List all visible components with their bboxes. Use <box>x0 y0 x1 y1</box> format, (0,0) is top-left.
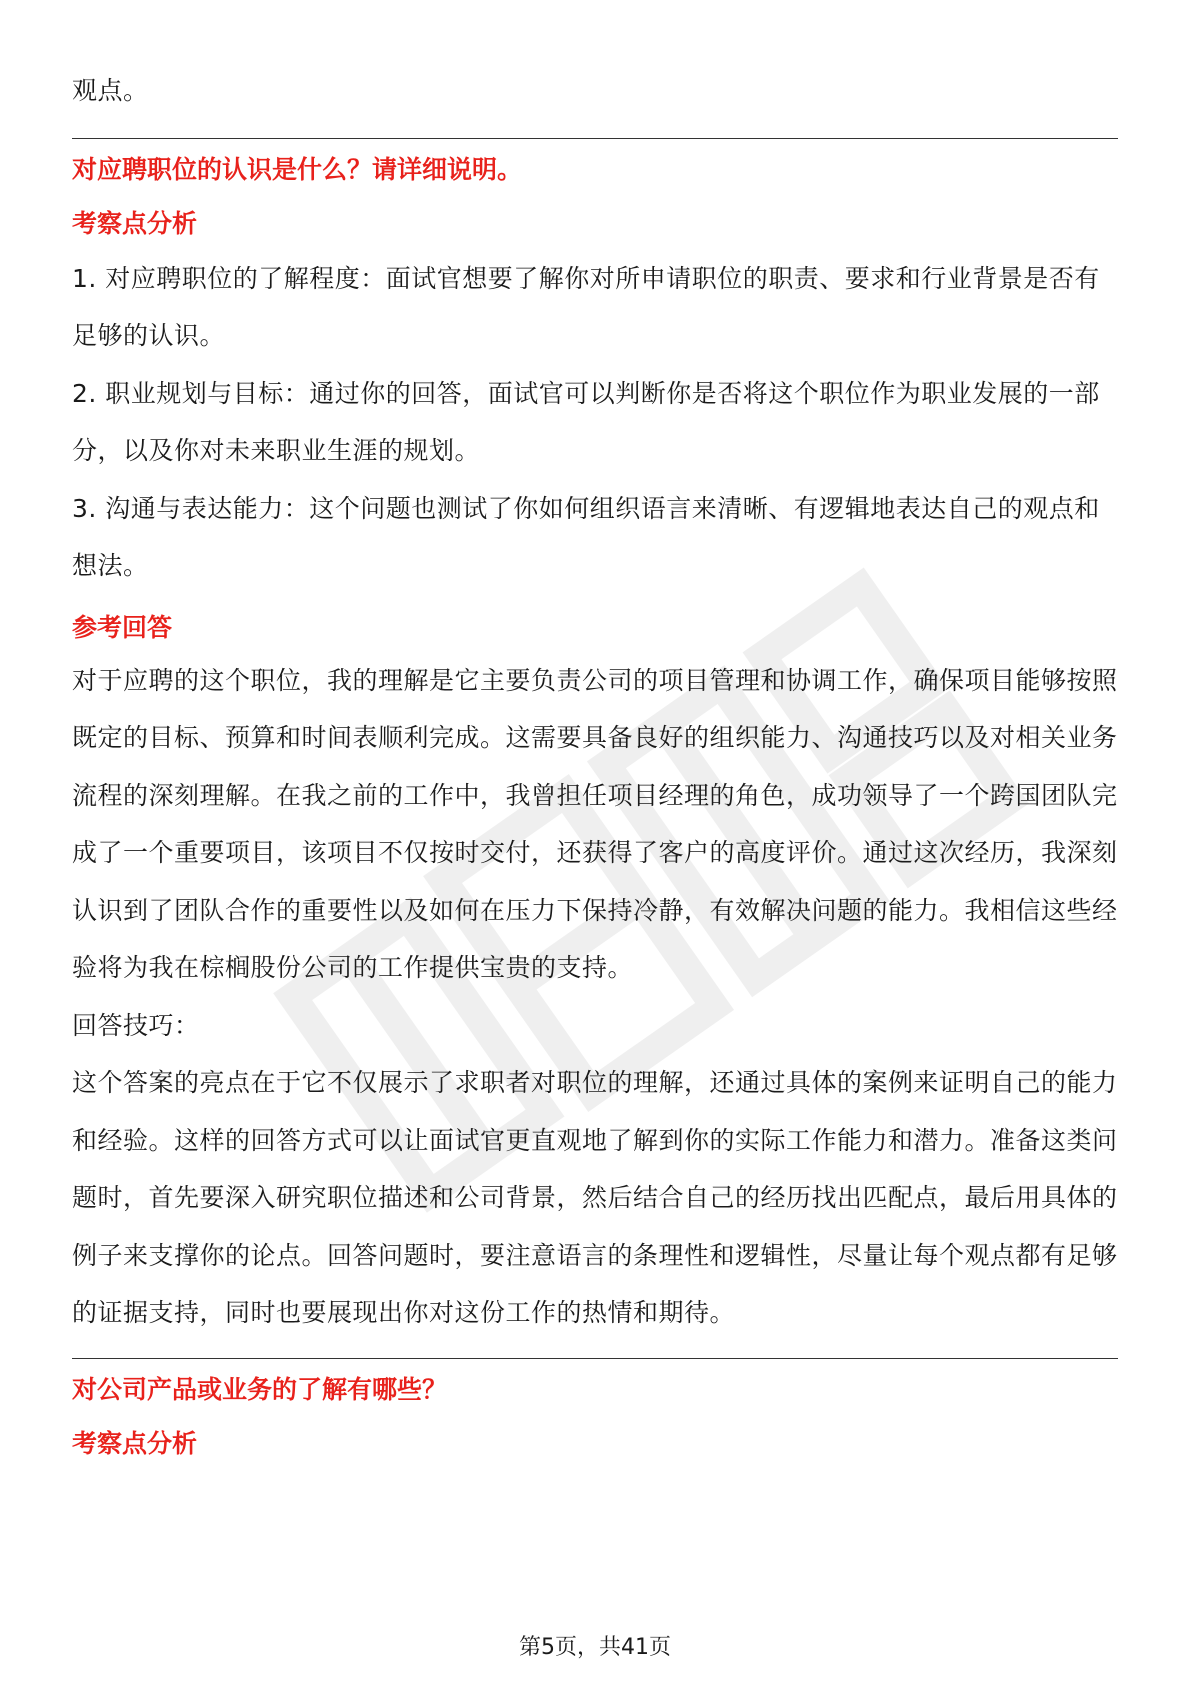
top-fragment: 观点。 <box>72 76 149 105</box>
analysis-item: 1. 对应聘职位的了解程度：面试官想要了解你对所申请职位的职责、要求和行业背景是否有足够的认识。 <box>72 263 1100 350</box>
tips-label: 回答技巧： <box>72 1010 200 1040</box>
analysis-label: 考察点分析 <box>72 208 198 238</box>
analysis-item: 3. 沟通与表达能力：这个问题也测试了你如何组织语言来清晰、有逻辑地表达自己的观点和想法。 <box>72 493 1100 580</box>
tips-text: 这个答案的亮点在于它不仅展示了求职者对职位的理解，还通过具体的案例来证明自己的能力和经验。这样的回答方式可以让面试官更直观地了解到你的实际工作能力和潜力。准备这类问题时，首先要深入研究职位描述和公司背景，然后结合自己的经历找出匹配点，最后用具体的例子来支撑你的论点。回答问题时，要注意语言的条理性和逻辑性，尽量让每个观点都有足够的证据支持，同时也要展现出你对这份工作的热情和期待。 <box>72 1068 1118 1327</box>
answer-label: 参考回答 <box>72 612 173 642</box>
page-content <box>72 62 1118 1472</box>
analysis-item: 2. 职业规划与目标：通过你的回答，面试官可以判断你是否将这个职位作为职业发展的一部分，以及你对未来职业生涯的规划。 <box>72 378 1100 465</box>
question-title: 对公司产品或业务的了解有哪些？ <box>72 1374 448 1404</box>
answer-text: 对于应聘的这个职位，我的理解是它主要负责公司的项目管理和协调工作，确保项目能够按照既定的目标、预算和时间表顺利完成。这需要具备良好的组织能力、沟通技巧以及对相关业务流程的深刻理解。在我之前的工作中，我曾担任项目经理的角色，成功领导了一个跨国团队完成了一个重要项目，该项目不仅按时交付，还获得了客户的高度评价。通过这次经历，我深刻认识到了团队合作的重要性以及如何在压力下保持冷静，有效解决问题的能力。我相信这些经验将为我在棕榈股份公司的工作提供宝贵的支持。 <box>72 665 1118 982</box>
question-title: 对应聘职位的认识是什么？请详细说明。 <box>72 154 523 184</box>
page-footer: 第5页，共41页 <box>519 1635 671 1660</box>
analysis-label: 考察点分析 <box>72 1428 198 1458</box>
